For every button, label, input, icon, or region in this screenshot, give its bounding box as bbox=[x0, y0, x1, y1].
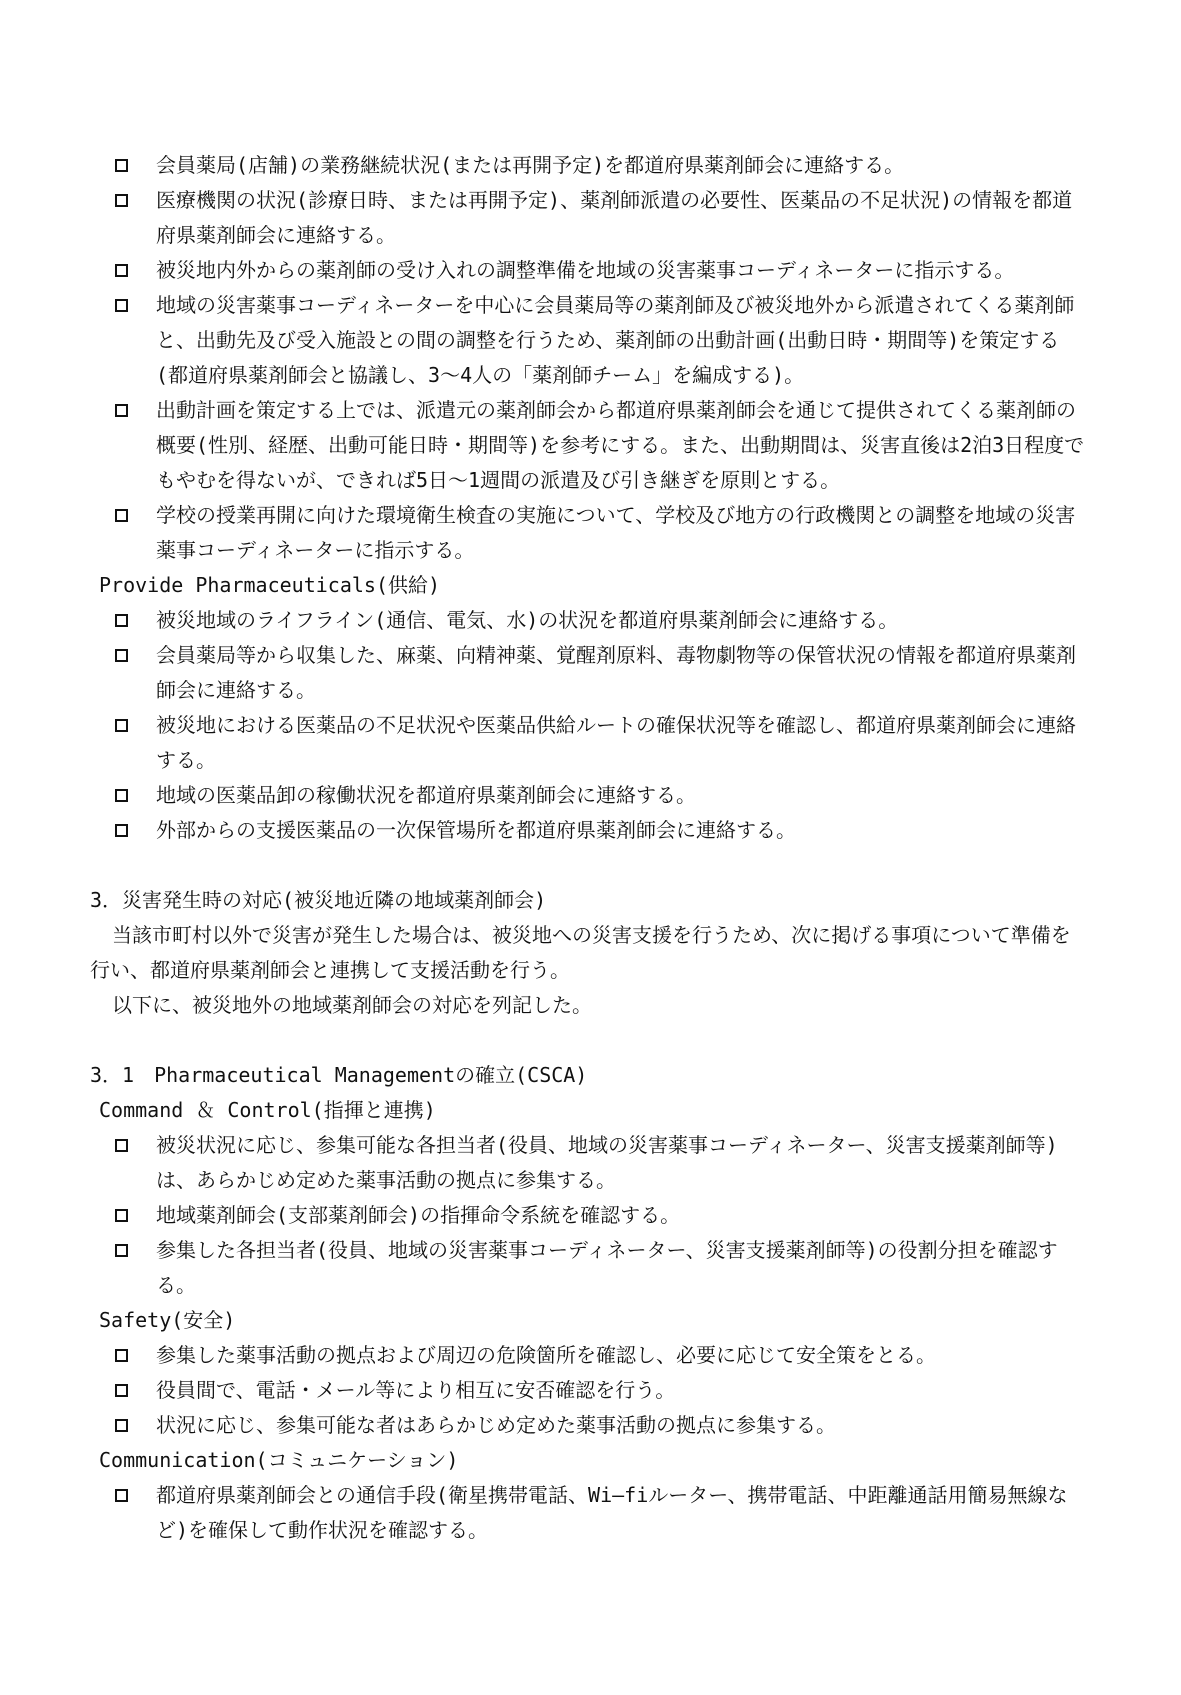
checkbox-icon bbox=[115, 789, 128, 802]
checklist-item bbox=[90, 183, 1090, 253]
spacer bbox=[90, 1023, 1090, 1058]
checklist-item bbox=[90, 1233, 1090, 1303]
item-text: 被災地域のライフライン(通信、電気、水)の状況を都道府県薬剤師会に連絡する。 bbox=[156, 608, 899, 632]
section-3-heading: 3．災害発生時の対応(被災地近隣の地域薬剤師会) bbox=[90, 888, 547, 912]
checklist-item bbox=[90, 1408, 1090, 1443]
item-text: 地域の災害薬事コーディネーターを中心に会員薬局等の薬剤師及び被災地外から派遣されてくる薬剤師と、出動先及び受入施設との間の調整を行うため、薬剤師の出動計画(出動日時・期間等)を策定する(都道府県薬剤師会と協議し、3～4人の「薬剤師チーム」を編成する)。 bbox=[156, 293, 1075, 387]
item-text: 被災状況に応じ、参集可能な各担当者(役員、地域の災害薬事コーディネーター、災害支援薬剤師等)は、あらかじめ定めた薬事活動の拠点に参集する。 bbox=[156, 1133, 1058, 1192]
subheading-safety: Safety(安全) bbox=[99, 1308, 236, 1332]
checkbox-icon bbox=[115, 824, 128, 837]
checklist-item bbox=[90, 253, 1090, 288]
checkbox-icon bbox=[115, 1384, 128, 1397]
section-3-1-heading: 3．1 Pharmaceutical Managementの確立(CSCA) bbox=[90, 1063, 588, 1087]
checkbox-icon bbox=[115, 194, 128, 207]
checkbox-icon bbox=[115, 159, 128, 172]
checklist-item bbox=[90, 1338, 1090, 1373]
checklist-item bbox=[90, 1478, 1090, 1548]
section-3-paragraph: 以下に、被災地外の地域薬剤師会の対応を列記した。 bbox=[112, 993, 592, 1017]
checklist-item bbox=[90, 778, 1090, 813]
section-3-paragraph: 当該市町村以外で災害が発生した場合は、被災地への災害支援を行うため、次に掲げる事項について準備を行い、都道府県薬剤師会と連携して支援活動を行う。 bbox=[90, 923, 1071, 982]
checkbox-icon bbox=[115, 1489, 128, 1502]
item-text: 被災地内外からの薬剤師の受け入れの調整準備を地域の災害薬事コーディネーターに指示する。 bbox=[156, 258, 1015, 282]
checkbox-icon bbox=[115, 509, 128, 522]
checkbox-icon bbox=[115, 1139, 128, 1152]
checkbox-icon bbox=[115, 1244, 128, 1257]
checkbox-icon bbox=[115, 1349, 128, 1362]
item-text: 参集した薬事活動の拠点および周辺の危険箇所を確認し、必要に応じて安全策をとる。 bbox=[156, 1343, 936, 1367]
checkbox-icon bbox=[115, 1419, 128, 1432]
checkbox-icon bbox=[115, 299, 128, 312]
item-text: 被災地における医薬品の不足状況や医薬品供給ルートの確保状況等を確認し、都道府県薬剤師会に連絡する。 bbox=[156, 713, 1076, 772]
item-text: 外部からの支援医薬品の一次保管場所を都道府県薬剤師会に連絡する。 bbox=[156, 818, 796, 842]
checklist-item bbox=[90, 498, 1090, 568]
item-text: 都道府県薬剤師会との通信手段(衛星携帯電話、Wi—fiルーター、携帯電話、中距離通話用簡易無線など)を確保して動作状況を確認する。 bbox=[156, 1483, 1068, 1542]
checklist-item bbox=[90, 1373, 1090, 1408]
checklist-item bbox=[90, 288, 1090, 393]
checkbox-icon bbox=[115, 1209, 128, 1222]
item-text: 会員薬局(店舗)の業務継続状況(または再開予定)を都道府県薬剤師会に連絡する。 bbox=[156, 153, 905, 177]
checkbox-icon bbox=[115, 719, 128, 732]
item-text: 地域の医薬品卸の稼働状況を都道府県薬剤師会に連絡する。 bbox=[156, 783, 696, 807]
checklist-item bbox=[90, 638, 1090, 708]
subheading-communication: Communication(コミュニケーション) bbox=[99, 1448, 459, 1472]
item-text: 会員薬局等から収集した、麻薬、向精神薬、覚醒剤原料、毒物劇物等の保管状況の情報を都道府県薬剤師会に連絡する。 bbox=[156, 643, 1076, 702]
checkbox-icon bbox=[115, 649, 128, 662]
checkbox-icon bbox=[115, 404, 128, 417]
checkbox-icon bbox=[115, 264, 128, 277]
checklist-item bbox=[90, 603, 1090, 638]
checklist-item bbox=[90, 813, 1090, 848]
item-text: 地域薬剤師会(支部薬剤師会)の指揮命令系統を確認する。 bbox=[156, 1203, 681, 1227]
checklist-item bbox=[90, 1128, 1090, 1198]
subheading-command-control: Command ＆ Control(指揮と連携) bbox=[99, 1098, 436, 1122]
item-text: 学校の授業再開に向けた環境衛生検査の実施について、学校及び地方の行政機関との調整を地域の災害薬事コーディネーターに指示する。 bbox=[156, 503, 1076, 562]
item-text: 参集した各担当者(役員、地域の災害薬事コーディネーター、災害支援薬剤師等)の役割分担を確認する。 bbox=[156, 1238, 1058, 1297]
checkbox-icon bbox=[115, 614, 128, 627]
checklist-item bbox=[90, 1198, 1090, 1233]
item-text: 役員間で、電話・メール等により相互に安否確認を行う。 bbox=[156, 1378, 676, 1402]
checklist-item bbox=[90, 708, 1090, 778]
checklist-item bbox=[90, 148, 1090, 183]
spacer bbox=[90, 848, 1090, 883]
item-text: 状況に応じ、参集可能な者はあらかじめ定めた薬事活動の拠点に参集する。 bbox=[156, 1413, 836, 1437]
item-text: 医療機関の状況(診療日時、または再開予定)、薬剤師派遣の必要性、医薬品の不足状況)の情報を都道府県薬剤師会に連絡する。 bbox=[156, 188, 1073, 247]
item-text: 出動計画を策定する上では、派遣元の薬剤師会から都道府県薬剤師会を通じて提供されてくる薬剤師の概要(性別、経歴、出動可能日時・期間等)を参考にする。また、出動期間は、災害直後は2泊3日程度でもやむを得ないが、できれば5日～1週間の派遣及び引き継ぎを原則とする。 bbox=[156, 398, 1085, 492]
subheading-provide-pharmaceuticals: Provide Pharmaceuticals(供給) bbox=[99, 573, 441, 597]
document-body bbox=[90, 148, 1090, 1548]
checklist-item bbox=[90, 393, 1090, 498]
